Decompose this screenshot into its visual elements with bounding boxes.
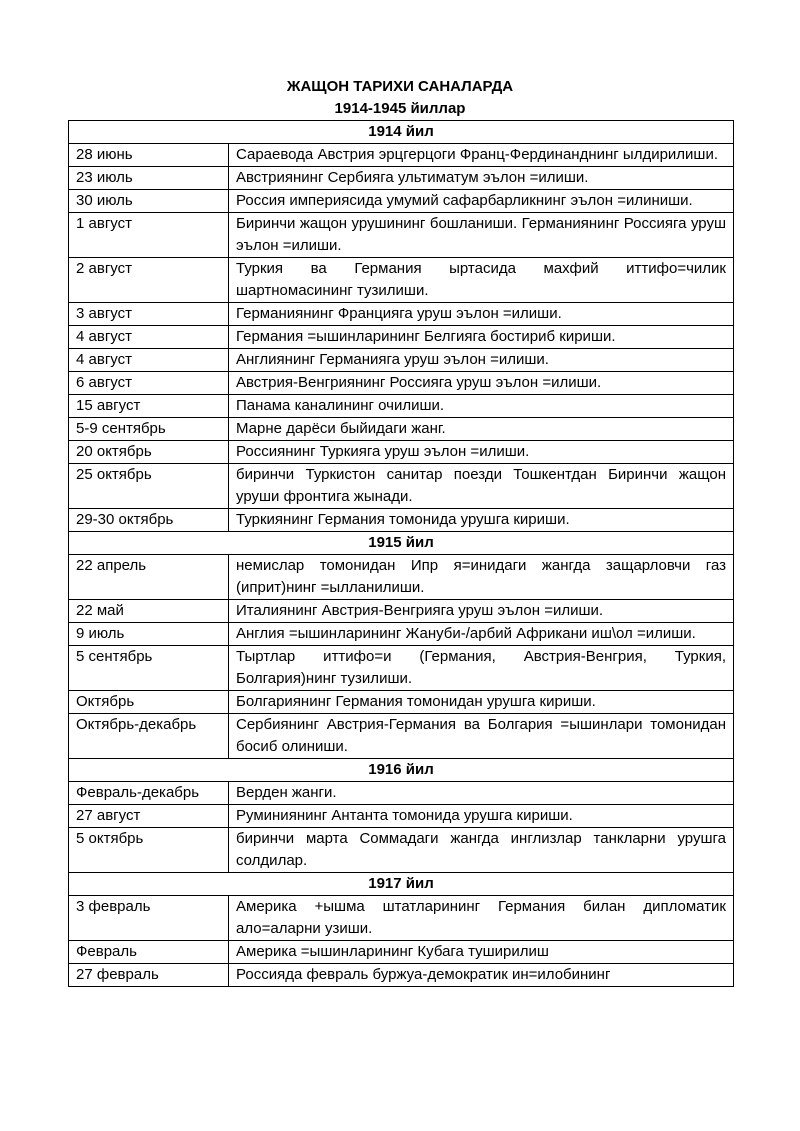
event-description: Болгариянинг Германия томонидан урушга кириши. — [229, 691, 734, 714]
event-date: 9 июль — [69, 623, 229, 646]
year-heading: 1917 йил — [69, 873, 734, 896]
table-row — [69, 828, 734, 873]
event-date: 5 сентябрь — [69, 646, 229, 691]
table-row — [69, 190, 734, 213]
event-description: Россияда февраль буржуа-демократик ин=илобининг — [229, 964, 734, 987]
table-row — [69, 896, 734, 941]
event-date: 22 май — [69, 600, 229, 623]
event-date: 20 октябрь — [69, 441, 229, 464]
table-row — [69, 418, 734, 441]
table-row — [69, 964, 734, 987]
event-date: Октябрь — [69, 691, 229, 714]
event-description: Германиянинг Францияга уруш эълон =илиши. — [229, 303, 734, 326]
event-description: Россиянинг Туркияга уруш эълон =илиши. — [229, 441, 734, 464]
year-heading: 1916 йил — [69, 759, 734, 782]
table-row — [69, 326, 734, 349]
event-date: 3 август — [69, 303, 229, 326]
event-description: Англиянинг Германияга уруш эълон =илиши. — [229, 349, 734, 372]
event-description: Сербиянинг Австрия-Германия ва Болгария =ышинлари томонидан босиб олиниши. — [229, 714, 734, 759]
table-row — [69, 349, 734, 372]
table-row — [69, 144, 734, 167]
table-row — [69, 941, 734, 964]
table-row — [69, 555, 734, 600]
event-description: Сараевода Австрия эрцгерцоги Франц-Фердинанднинг ылдирилиши. — [229, 144, 734, 167]
event-description: Туркиянинг Германия томонида урушга кириши. — [229, 509, 734, 532]
document-subtitle: 1914-1945 йиллар — [334, 100, 466, 117]
event-date: 29-30 октябрь — [69, 509, 229, 532]
event-description: Биринчи жащон урушининг бошланиши. Германиянинг Россияга уруш эълон =илиши. — [229, 213, 734, 258]
document-title: ЖАЩОН ТАРИХИ САНАЛАРДА — [286, 78, 514, 95]
table-row — [69, 167, 734, 190]
event-date: 28 июнь — [69, 144, 229, 167]
table-row — [69, 646, 734, 691]
table-row — [69, 600, 734, 623]
table-row — [69, 691, 734, 714]
chronology-table — [68, 120, 734, 987]
event-date: 4 август — [69, 326, 229, 349]
event-description: Тыртлар иттифо=и (Германия, Австрия-Венгрия, Туркия, Болгария)нинг тузилиши. — [229, 646, 734, 691]
year-header-row — [69, 121, 734, 144]
event-description: Туркия ва Германия ыртасида махфий иттифо=чилик шартномасининг тузилиши. — [229, 258, 734, 303]
event-date: 2 август — [69, 258, 229, 303]
table-row — [69, 258, 734, 303]
event-date: Февраль-декабрь — [69, 782, 229, 805]
event-description: немислар томонидан Ипр я=инидаги жангда защарловчи газ (иприт)нинг =ылланилиши. — [229, 555, 734, 600]
event-date: 27 февраль — [69, 964, 229, 987]
event-description: Марне дарёси быйидаги жанг. — [229, 418, 734, 441]
event-date: 15 август — [69, 395, 229, 418]
table-row — [69, 372, 734, 395]
event-date: 6 август — [69, 372, 229, 395]
table-row — [69, 782, 734, 805]
event-date: 5-9 сентябрь — [69, 418, 229, 441]
table-row — [69, 303, 734, 326]
event-date: 23 июль — [69, 167, 229, 190]
year-header-row — [69, 873, 734, 896]
event-description: Англия =ышинларининг Жануби-/арбий Африкани иш\ол =илиши. — [229, 623, 734, 646]
event-description: биринчи Туркистон санитар поезди Тошкентдан Биринчи жащон уруши фронтига жынади. — [229, 464, 734, 509]
event-date: Февраль — [69, 941, 229, 964]
event-description: Панама каналининг очилиши. — [229, 395, 734, 418]
event-date: 3 февраль — [69, 896, 229, 941]
event-description: Америка +ышма штатларининг Германия билан дипломатик ало=аларни узиши. — [229, 896, 734, 941]
table-row — [69, 441, 734, 464]
event-description: Австриянинг Сербияга ультиматум эълон =илиши. — [229, 167, 734, 190]
year-header-row — [69, 532, 734, 555]
event-description: Руминиянинг Антанта томонида урушга кириши. — [229, 805, 734, 828]
event-date: 5 октябрь — [69, 828, 229, 873]
event-description: биринчи марта Соммадаги жангда инглизлар танкларни урушга солдилар. — [229, 828, 734, 873]
event-description: Италиянинг Австрия-Венгрияга уруш эълон =илиши. — [229, 600, 734, 623]
table-row — [69, 509, 734, 532]
table-row — [69, 464, 734, 509]
event-date: 27 август — [69, 805, 229, 828]
table-row — [69, 213, 734, 258]
event-date: 1 август — [69, 213, 229, 258]
event-date: 25 октябрь — [69, 464, 229, 509]
year-header-row — [69, 759, 734, 782]
event-date: 22 апрель — [69, 555, 229, 600]
table-row — [69, 395, 734, 418]
event-date: 4 август — [69, 349, 229, 372]
event-description: Австрия-Венгриянинг Россияга уруш эълон =илиши. — [229, 372, 734, 395]
event-date: Октябрь-декабрь — [69, 714, 229, 759]
year-heading: 1915 йил — [69, 532, 734, 555]
event-description: Германия =ышинларининг Белгияга бостириб кириши. — [229, 326, 734, 349]
event-description: Россия империясида умумий сафарбарликнинг эълон =илиниши. — [229, 190, 734, 213]
table-row — [69, 805, 734, 828]
event-description: Верден жанги. — [229, 782, 734, 805]
table-row — [69, 714, 734, 759]
year-heading: 1914 йил — [69, 121, 734, 144]
table-row — [69, 623, 734, 646]
event-date: 30 июль — [69, 190, 229, 213]
event-description: Америка =ышинларининг Кубага туширилиш — [229, 941, 734, 964]
